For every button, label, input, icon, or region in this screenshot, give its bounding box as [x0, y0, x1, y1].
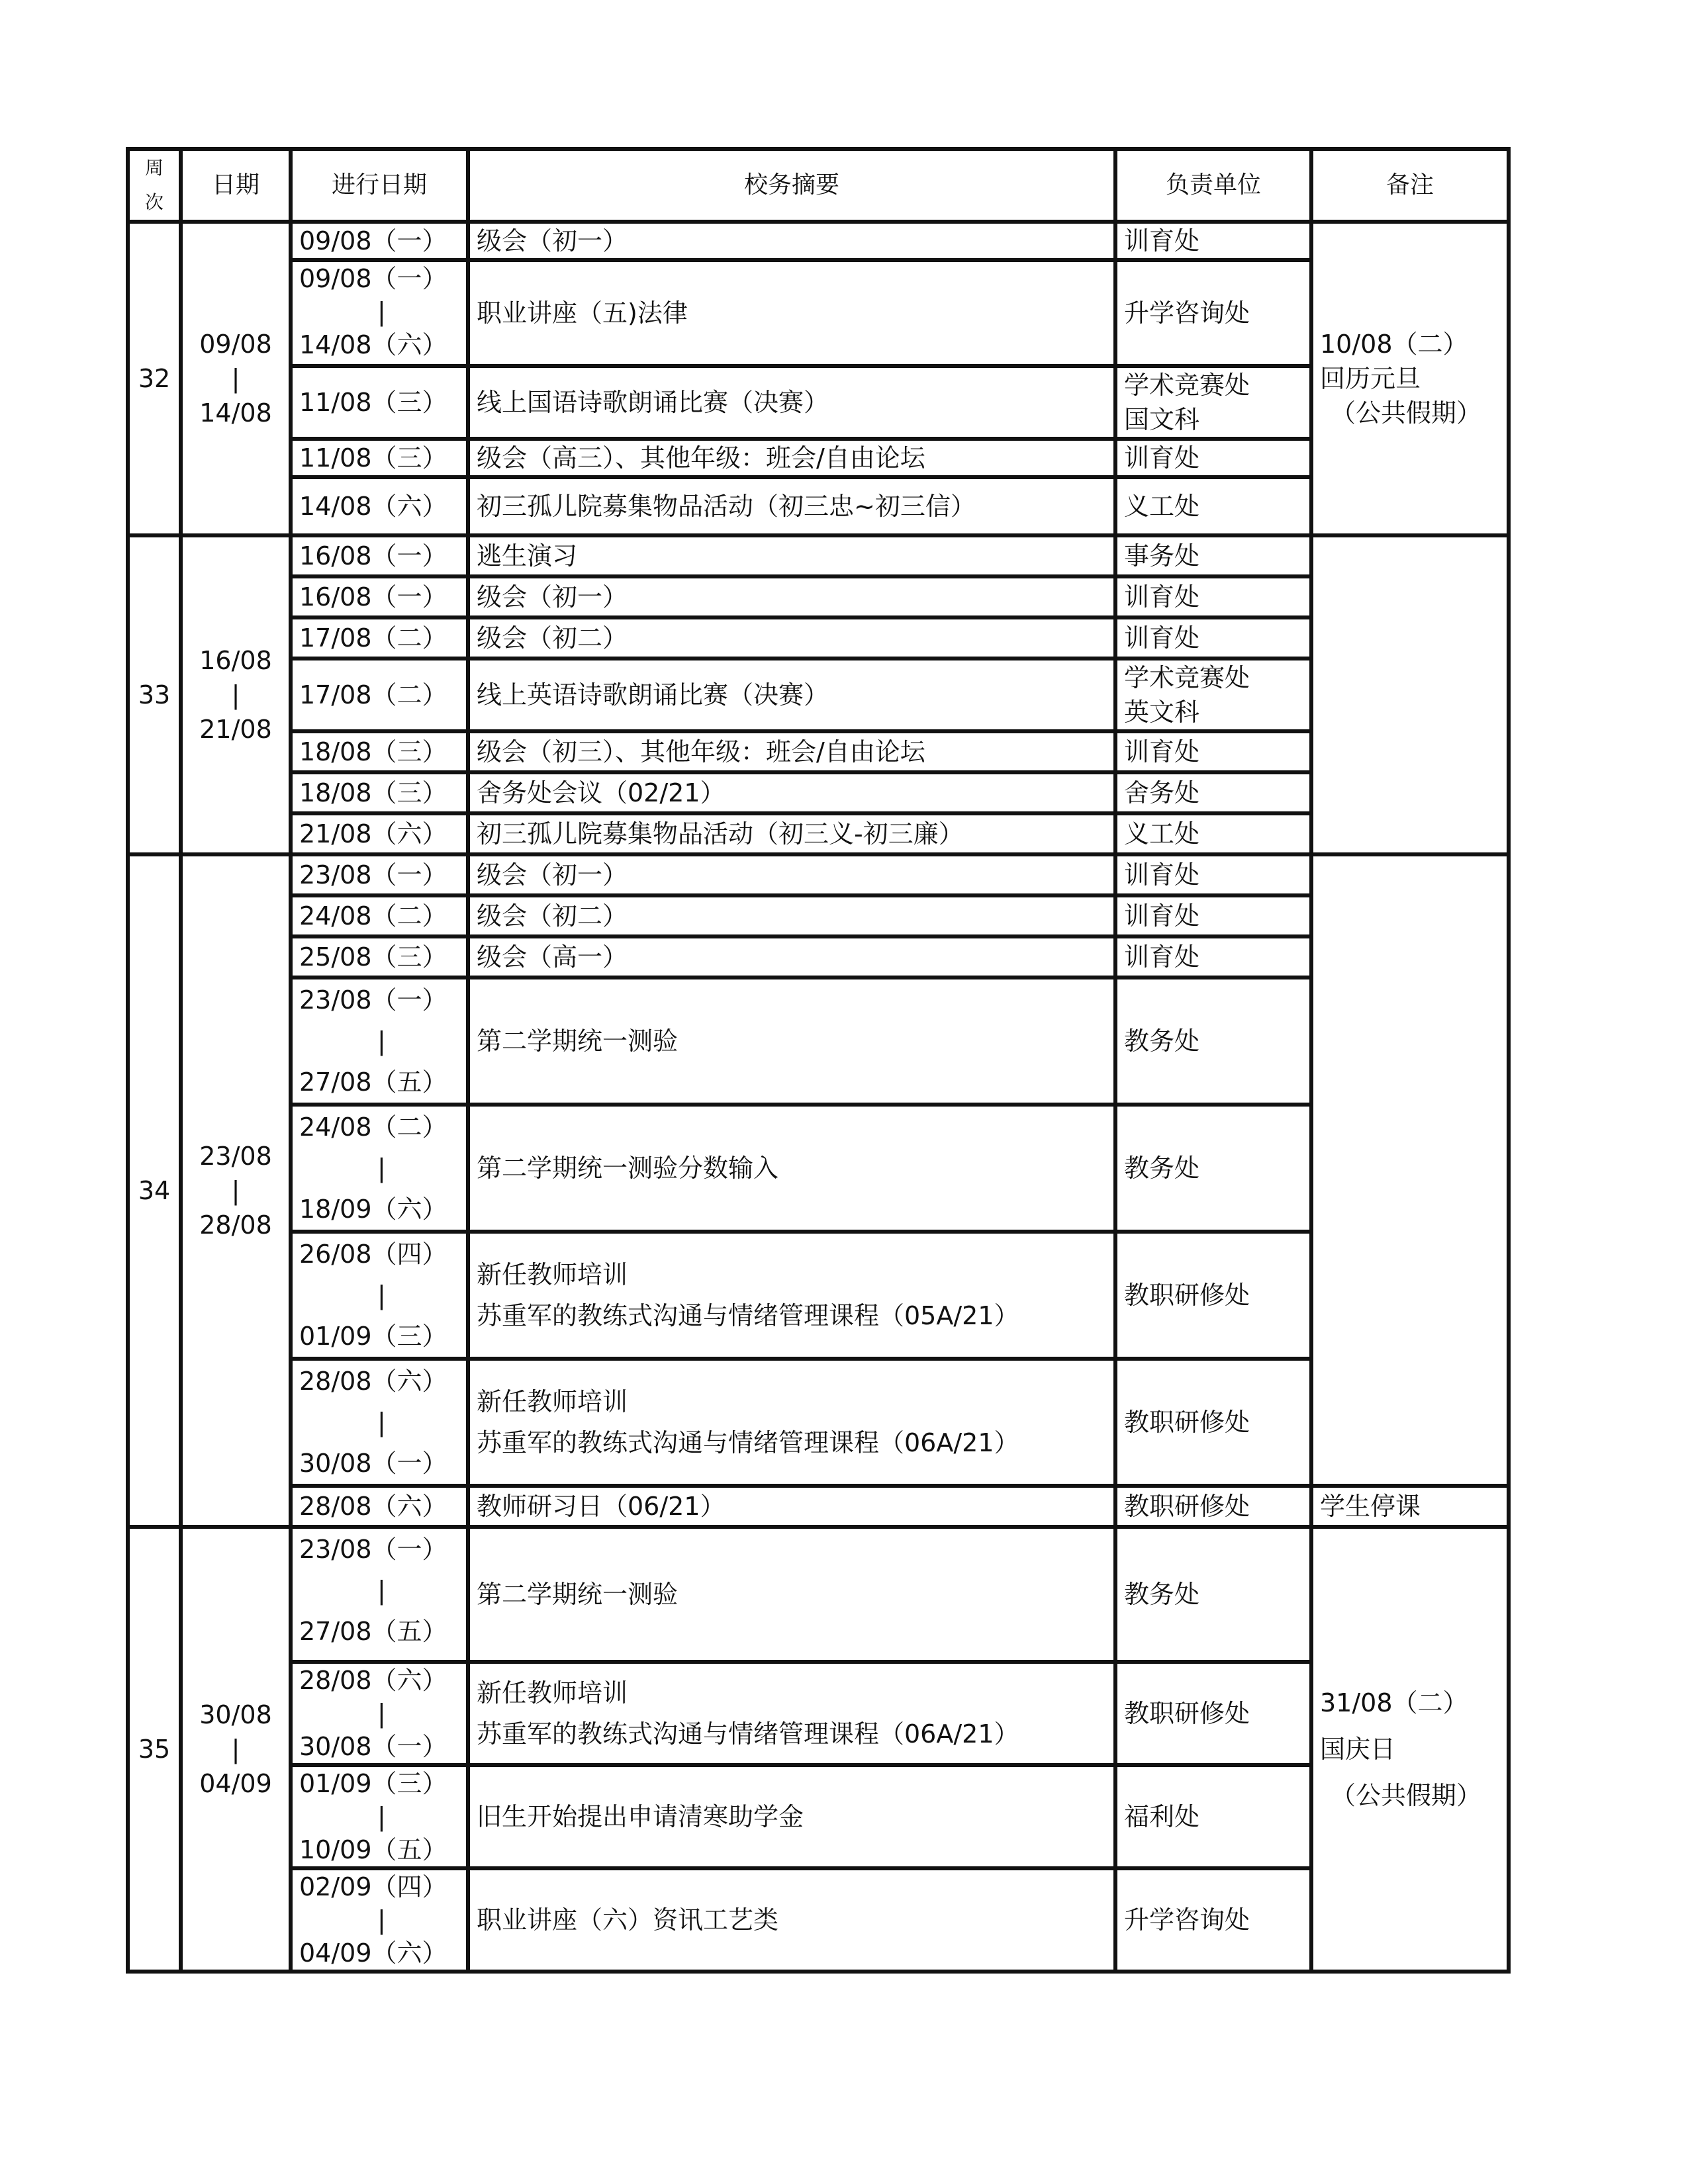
- responsible-unit: [1115, 222, 1311, 260]
- activity-summary-line: 逃生演习: [477, 541, 578, 570]
- responsible-unit-line: 训育处: [1124, 942, 1200, 972]
- activity-summary-line: 第二学期统一测验分数输入: [477, 1154, 779, 1183]
- activity-summary: [468, 731, 1115, 772]
- activity-date: [291, 1868, 468, 1972]
- activity-date: [291, 366, 468, 439]
- week-date-range-range-start: 16/08: [199, 646, 272, 675]
- header-week: 周次: [128, 149, 181, 222]
- activity-summary-line: 苏重军的教练式沟通与情绪管理课程（06A/21）: [477, 1428, 1019, 1457]
- responsible-unit-line: 训育处: [1124, 582, 1200, 612]
- activity-date-line: 23/08（一）: [299, 1535, 447, 1564]
- table-row: [128, 854, 1509, 895]
- responsible-unit-line: 义工处: [1124, 819, 1200, 848]
- activity-summary-line: 旧生开始提出申请清寒助学金: [477, 1802, 804, 1831]
- remark-line: （公共假期）: [1331, 398, 1482, 428]
- responsible-unit-line: 教务处: [1124, 1154, 1200, 1183]
- responsible-unit: [1115, 813, 1311, 854]
- activity-summary-line: 教师研习日（06/21）: [477, 1492, 726, 1521]
- responsible-unit: [1115, 366, 1311, 439]
- responsible-unit-line: 教务处: [1124, 1026, 1200, 1056]
- remark-cell: 学生停课: [1311, 1486, 1509, 1527]
- table-row: [128, 1232, 1509, 1359]
- activity-date: [291, 813, 468, 854]
- week-date-range: [181, 222, 291, 535]
- table-row: [128, 222, 1509, 260]
- activity-date: [291, 1232, 468, 1359]
- activity-summary: [468, 477, 1115, 535]
- date-range-separator: |: [377, 1699, 386, 1728]
- activity-date-line: 09/08（一）: [299, 226, 447, 255]
- week-number: 34: [128, 854, 181, 1527]
- activity-date: [291, 222, 468, 260]
- week-date-range-range-end: 28/08: [199, 1210, 272, 1240]
- remark-line: 回历元旦: [1320, 364, 1421, 393]
- week-date-range-range-start: 09/08: [199, 330, 272, 359]
- activity-summary: [468, 366, 1115, 439]
- activity-summary: [468, 895, 1115, 936]
- activity-date: [291, 576, 468, 617]
- activity-date-line: 14/08（六）: [299, 492, 447, 521]
- activity-summary-line: 第二学期统一测验: [477, 1580, 679, 1609]
- responsible-unit: [1115, 535, 1311, 576]
- responsible-unit-line: 福利处: [1124, 1802, 1200, 1831]
- activity-summary: [468, 1359, 1115, 1486]
- activity-date-line: 30/08（一）: [299, 1449, 447, 1478]
- table-row: [128, 813, 1509, 854]
- activity-date: [291, 772, 468, 813]
- activity-summary-line: 新任教师培训: [477, 1387, 628, 1416]
- activity-date-line: 14/08（六）: [299, 330, 447, 359]
- remark-line: 国庆日: [1320, 1735, 1396, 1764]
- responsible-unit: [1115, 1359, 1311, 1486]
- table-row: [128, 576, 1509, 617]
- responsible-unit: [1115, 731, 1311, 772]
- activity-date-line: 17/08（二）: [299, 680, 447, 709]
- activity-date-line: 18/08（三）: [299, 778, 447, 807]
- date-range-separator: |: [377, 1905, 386, 1934]
- header-remark: 备注: [1311, 149, 1509, 222]
- activity-date-line: 02/09（四）: [299, 1872, 447, 1901]
- activity-date: [291, 439, 468, 477]
- responsible-unit: [1115, 439, 1311, 477]
- activity-date-line: 01/09（三）: [299, 1769, 447, 1798]
- activity-date-line: 21/08（六）: [299, 819, 447, 848]
- table-row: [128, 260, 1509, 366]
- week-date-range-range-sep: |: [231, 680, 240, 709]
- table-row: [128, 895, 1509, 936]
- responsible-unit: [1115, 1232, 1311, 1359]
- responsible-unit-line: 训育处: [1124, 737, 1200, 766]
- remark-line: 31/08（二）: [1320, 1688, 1468, 1717]
- activity-summary: [468, 1527, 1115, 1662]
- table-row: [128, 772, 1509, 813]
- week-date-range-range-start: 23/08: [199, 1142, 272, 1171]
- activity-date: [291, 978, 468, 1105]
- header-unit: 负责单位: [1115, 149, 1311, 222]
- activity-summary: [468, 936, 1115, 978]
- activity-summary: [468, 1486, 1115, 1527]
- activity-summary-line: 级会（初一）: [477, 226, 628, 255]
- responsible-unit-line: 教务处: [1124, 1580, 1200, 1609]
- week-date-range-range-sep: |: [231, 1176, 240, 1205]
- responsible-unit: [1115, 576, 1311, 617]
- responsible-unit-line: 英文科: [1124, 698, 1200, 727]
- activity-date-line: 09/08（一）: [299, 264, 447, 293]
- responsible-unit-line: 训育处: [1124, 226, 1200, 255]
- table-row: [128, 1105, 1509, 1232]
- date-range-separator: |: [377, 1026, 386, 1056]
- responsible-unit: [1115, 260, 1311, 366]
- responsible-unit-line: 教职研修处: [1124, 1492, 1250, 1521]
- remark-line: 10/08（二）: [1320, 330, 1468, 359]
- responsible-unit: [1115, 1868, 1311, 1972]
- week-date-range-range-end: 21/08: [199, 715, 272, 744]
- activity-date: [291, 1359, 468, 1486]
- week-date-range: [181, 854, 291, 1527]
- responsible-unit: [1115, 1662, 1311, 1765]
- activity-summary-line: 级会（初二）: [477, 623, 628, 653]
- activity-summary-line: 初三孤儿院募集物品活动（初三义-初三廉）: [477, 819, 964, 848]
- table-body: [128, 222, 1509, 1972]
- responsible-unit: [1115, 1486, 1311, 1527]
- responsible-unit-line: 学术竞赛处: [1124, 371, 1250, 400]
- activity-summary: [468, 222, 1115, 260]
- activity-summary: [468, 1765, 1115, 1868]
- responsible-unit-line: 升学咨询处: [1124, 1905, 1250, 1934]
- activity-summary-line: 苏重军的教练式沟通与情绪管理课程（06A/21）: [477, 1719, 1019, 1749]
- activity-date: [291, 535, 468, 576]
- activity-summary-line: 新任教师培训: [477, 1678, 628, 1707]
- responsible-unit: [1115, 1527, 1311, 1662]
- activity-date: [291, 1486, 468, 1527]
- responsible-unit-line: 教职研修处: [1124, 1281, 1250, 1310]
- date-range-separator: |: [377, 297, 386, 326]
- week-date-range-range-sep: |: [231, 364, 240, 393]
- activity-date: [291, 1662, 468, 1765]
- activity-summary-line: 职业讲座（五)法律: [477, 298, 688, 328]
- week-number: 32: [128, 222, 181, 535]
- week-date-range-range-end: 14/08: [199, 398, 272, 428]
- activity-summary-line: 职业讲座（六）资讯工艺类: [477, 1905, 779, 1934]
- activity-date: [291, 659, 468, 731]
- activity-summary: [468, 535, 1115, 576]
- activity-summary-line: 级会（初二）: [477, 901, 628, 931]
- table-row: [128, 731, 1509, 772]
- activity-date-line: 11/08（三）: [299, 443, 447, 473]
- responsible-unit: [1115, 936, 1311, 978]
- activity-date-line: 11/08（三）: [299, 388, 447, 417]
- activity-date: [291, 1765, 468, 1868]
- activity-date-line: 16/08（一）: [299, 541, 447, 570]
- activity-summary-line: 级会（初一）: [477, 860, 628, 889]
- responsible-unit: [1115, 617, 1311, 659]
- activity-date: [291, 731, 468, 772]
- responsible-unit-line: 义工处: [1124, 492, 1200, 521]
- responsible-unit: [1115, 772, 1311, 813]
- responsible-unit-line: 升学咨询处: [1124, 298, 1250, 328]
- responsible-unit: [1115, 895, 1311, 936]
- activity-date-line: 01/09（三）: [299, 1322, 447, 1351]
- activity-date-line: 16/08（一）: [299, 582, 447, 612]
- activity-summary: [468, 576, 1115, 617]
- responsible-unit-line: 训育处: [1124, 860, 1200, 889]
- activity-date-line: 28/08（六）: [299, 1367, 447, 1396]
- activity-summary-line: 新任教师培训: [477, 1260, 628, 1289]
- activity-date: [291, 936, 468, 978]
- responsible-unit-line: 国文科: [1124, 405, 1200, 434]
- week-number: 35: [128, 1527, 181, 1972]
- activity-summary: [468, 617, 1115, 659]
- table-row: [128, 1359, 1509, 1486]
- table-row: [128, 477, 1509, 535]
- table-row: [128, 366, 1509, 439]
- activity-summary-line: 线上英语诗歌朗诵比赛（决赛）: [477, 680, 829, 709]
- activity-date: [291, 854, 468, 895]
- activity-date-line: 24/08（二）: [299, 901, 447, 931]
- responsible-unit-line: 训育处: [1124, 623, 1200, 653]
- week-date-range-range-sep: |: [231, 1735, 240, 1764]
- responsible-unit-line: 训育处: [1124, 443, 1200, 473]
- responsible-unit: [1115, 854, 1311, 895]
- activity-date: [291, 617, 468, 659]
- activity-date-line: 04/09（六）: [299, 1938, 447, 1968]
- date-range-separator: |: [377, 1802, 386, 1831]
- remark-cell: [1311, 1527, 1509, 1972]
- activity-date-line: 25/08（三）: [299, 942, 447, 972]
- responsible-unit-line: 教职研修处: [1124, 1408, 1250, 1437]
- week-date-range: [181, 535, 291, 854]
- responsible-unit: [1115, 1765, 1311, 1868]
- activity-date: [291, 260, 468, 366]
- activity-summary: [468, 813, 1115, 854]
- responsible-unit: [1115, 659, 1311, 731]
- activity-date-line: 28/08（六）: [299, 1492, 447, 1521]
- remark-cell: [1311, 854, 1509, 1486]
- table-row: [128, 1527, 1509, 1662]
- date-range-separator: |: [377, 1154, 386, 1183]
- activity-summary: [468, 772, 1115, 813]
- activity-date-line: 23/08（一）: [299, 985, 447, 1015]
- remark-cell: [1311, 535, 1509, 854]
- responsible-unit: [1115, 978, 1311, 1105]
- activity-summary-line: 级会（高三）、其他年级：班会/自由论坛: [477, 443, 925, 473]
- activity-date-line: 30/08（一）: [299, 1732, 447, 1761]
- activity-date-line: 28/08（六）: [299, 1666, 447, 1695]
- activity-date-line: 18/08（三）: [299, 737, 447, 766]
- header-row: [128, 149, 1509, 222]
- responsible-unit: [1115, 1105, 1311, 1232]
- table-row: [128, 1662, 1509, 1765]
- responsible-unit-line: 舍务处: [1124, 778, 1200, 807]
- activity-summary: [468, 659, 1115, 731]
- week-date-range-range-start: 30/08: [199, 1700, 272, 1729]
- school-calendar-table: [126, 147, 1511, 1974]
- table-row: [128, 617, 1509, 659]
- table-row: [128, 439, 1509, 477]
- activity-summary: [468, 1105, 1115, 1232]
- activity-date: [291, 1527, 468, 1662]
- week-date-range-range-end: 04/09: [199, 1769, 272, 1798]
- activity-date-line: 17/08（二）: [299, 623, 447, 653]
- activity-summary-line: 苏重军的教练式沟通与情绪管理课程（05A/21）: [477, 1301, 1019, 1330]
- table-row: [128, 1868, 1509, 1972]
- table-row: [128, 936, 1509, 978]
- date-range-separator: |: [377, 1576, 386, 1605]
- activity-summary: [468, 854, 1115, 895]
- activity-summary-line: 舍务处会议（02/21）: [477, 778, 726, 807]
- responsible-unit-line: 训育处: [1124, 901, 1200, 931]
- activity-date-line: 26/08（四）: [299, 1240, 447, 1269]
- activity-summary: [468, 978, 1115, 1105]
- activity-summary: [468, 260, 1115, 366]
- table-row: [128, 535, 1509, 576]
- week-number: 33: [128, 535, 181, 854]
- activity-summary: [468, 1868, 1115, 1972]
- remark-line: （公共假期）: [1331, 1781, 1482, 1810]
- date-range-separator: |: [377, 1408, 386, 1437]
- activity-date-line: 24/08（二）: [299, 1113, 447, 1142]
- activity-summary-line: 线上国语诗歌朗诵比赛（决赛）: [477, 388, 829, 417]
- activity-date-line: 27/08（五）: [299, 1617, 447, 1646]
- activity-date: [291, 1105, 468, 1232]
- activity-summary-line: 初三孤儿院募集物品活动（初三忠~初三信）: [477, 492, 976, 521]
- activity-date: [291, 477, 468, 535]
- header-date: 进行日期: [291, 149, 468, 222]
- activity-summary: [468, 1662, 1115, 1765]
- activity-date-line: 10/09（五）: [299, 1835, 447, 1864]
- table-row: [128, 1486, 1509, 1527]
- remark-cell: [1311, 222, 1509, 535]
- activity-date-line: 18/09（六）: [299, 1195, 447, 1224]
- activity-summary-line: 级会（初一）: [477, 582, 628, 612]
- activity-summary: [468, 1232, 1115, 1359]
- table-row: [128, 659, 1509, 731]
- responsible-unit: [1115, 477, 1311, 535]
- header-range: 日期: [181, 149, 291, 222]
- activity-summary: [468, 439, 1115, 477]
- responsible-unit-line: 事务处: [1124, 541, 1200, 570]
- date-range-separator: |: [377, 1281, 386, 1310]
- activity-date-line: 27/08（五）: [299, 1068, 447, 1097]
- activity-summary-line: 级会（高一）: [477, 942, 628, 972]
- week-date-range: [181, 1527, 291, 1972]
- activity-summary-line: 级会（初三）、其他年级：班会/自由论坛: [477, 737, 925, 766]
- responsible-unit-line: 教职研修处: [1124, 1699, 1250, 1728]
- header-summary: 校务摘要: [468, 149, 1115, 222]
- responsible-unit-line: 学术竞赛处: [1124, 663, 1250, 692]
- activity-summary-line: 第二学期统一测验: [477, 1026, 679, 1056]
- table-row: [128, 1765, 1509, 1868]
- activity-date: [291, 895, 468, 936]
- table-row: [128, 978, 1509, 1105]
- activity-date-line: 23/08（一）: [299, 860, 447, 889]
